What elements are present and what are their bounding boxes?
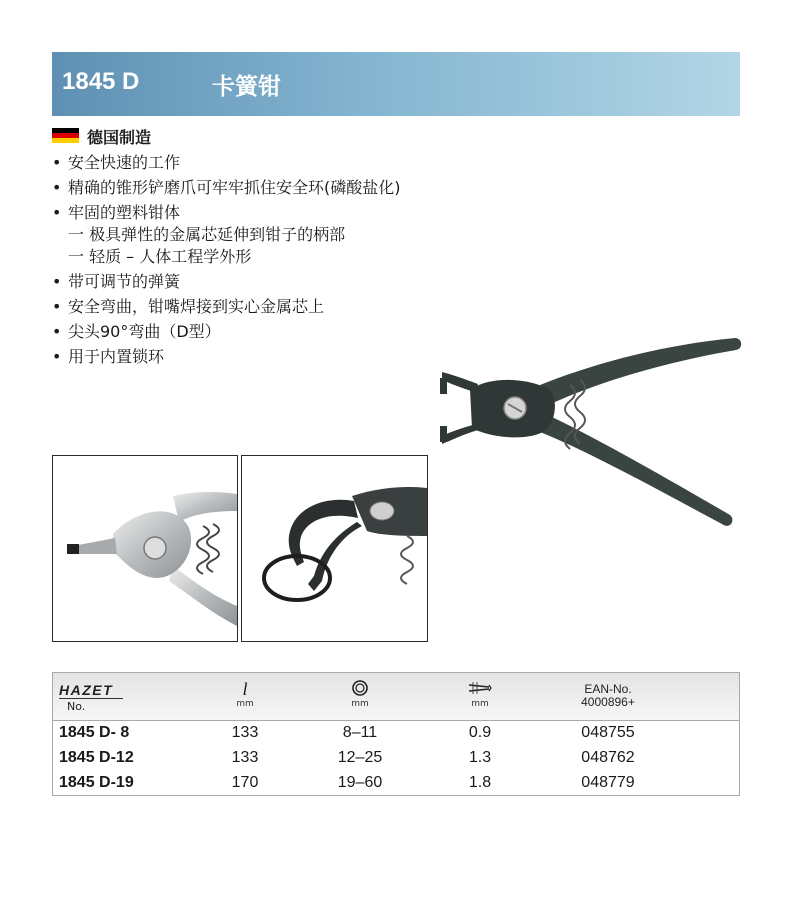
row-ean: 048762 bbox=[581, 749, 635, 766]
logo-underline bbox=[59, 698, 123, 699]
row-range: 12–25 bbox=[337, 749, 383, 766]
table-row bbox=[53, 771, 739, 796]
row-tip: 1.3 bbox=[468, 749, 492, 766]
ean-column-header bbox=[568, 683, 648, 709]
hazet-logo: HAZET bbox=[59, 682, 114, 698]
row-tip: 0.9 bbox=[468, 724, 492, 741]
feature-text: 带可调节的弹簧 bbox=[68, 272, 181, 291]
bullet-icon: • bbox=[52, 322, 62, 341]
table-row bbox=[53, 746, 739, 771]
list-item bbox=[52, 296, 472, 318]
origin-text: 德国制造 bbox=[87, 128, 152, 147]
detail-photo-pliers-tip bbox=[52, 455, 238, 642]
unit-label: mm bbox=[351, 699, 369, 709]
detail-photo-pliers-ring bbox=[241, 455, 428, 642]
feature-text: 尖头90°弯曲（D型） bbox=[68, 322, 221, 341]
row-tip: 1.8 bbox=[468, 774, 492, 791]
length-column-header bbox=[225, 679, 265, 709]
feature-subitem: 一 轻质 – 人体工程学外形 bbox=[68, 247, 252, 266]
list-item bbox=[52, 321, 472, 343]
row-ean: 048755 bbox=[581, 724, 635, 741]
row-ean: 048779 bbox=[581, 774, 635, 791]
row-model: 1845 D-12 bbox=[59, 749, 134, 766]
row-length: 133 bbox=[231, 749, 259, 766]
product-name: 卡簧钳 bbox=[212, 74, 281, 100]
range-column-header bbox=[340, 679, 380, 709]
bullet-icon: • bbox=[52, 153, 62, 172]
row-length: 170 bbox=[231, 774, 259, 791]
bullet-icon: • bbox=[52, 178, 62, 197]
feature-subitem: 一 极具弹性的金属芯延伸到钳子的柄部 bbox=[68, 225, 346, 244]
row-model: 1845 D- 8 bbox=[59, 724, 130, 741]
feature-text: 安全弯曲，钳嘴焊接到实心金属芯上 bbox=[68, 297, 325, 316]
ean-label: EAN-No. bbox=[584, 682, 632, 696]
list-item bbox=[52, 202, 472, 268]
row-range: 19–60 bbox=[337, 774, 383, 791]
germany-flag-icon bbox=[52, 128, 79, 143]
bullet-icon: • bbox=[52, 297, 62, 316]
row-length: 133 bbox=[231, 724, 259, 741]
table-header bbox=[53, 673, 739, 721]
title-banner bbox=[52, 52, 740, 116]
tip-column-header bbox=[460, 679, 500, 709]
table-row bbox=[53, 721, 739, 746]
bullet-icon: • bbox=[52, 272, 62, 291]
product-model: 1845 D bbox=[62, 68, 140, 95]
row-model: 1845 D-19 bbox=[59, 774, 134, 791]
tip-diameter-icon bbox=[460, 679, 500, 699]
spec-table bbox=[52, 672, 740, 796]
bullet-icon: • bbox=[52, 203, 62, 222]
ean-prefix: 4000896+ bbox=[581, 695, 635, 709]
ring-diameter-icon bbox=[340, 679, 380, 699]
feature-text: 牢固的塑料钳体 bbox=[68, 203, 181, 222]
no-column-header: No. bbox=[67, 700, 86, 713]
length-icon: l bbox=[242, 679, 248, 699]
list-item bbox=[52, 271, 472, 293]
row-range: 8–11 bbox=[342, 724, 378, 741]
list-item bbox=[52, 177, 472, 199]
feature-text: 用于内置锁环 bbox=[68, 347, 165, 366]
unit-label: mm bbox=[471, 699, 489, 709]
list-item bbox=[52, 346, 472, 368]
unit-label: mm bbox=[236, 699, 254, 709]
feature-text: 精确的锥形铲磨爪可牢牢抓住安全环(磷酸盐化) bbox=[68, 178, 401, 197]
bullet-icon: • bbox=[52, 347, 62, 366]
feature-text: 安全快速的工作 bbox=[68, 153, 181, 172]
feature-list bbox=[52, 152, 472, 371]
list-item bbox=[52, 152, 472, 174]
product-image-pliers bbox=[430, 320, 750, 530]
